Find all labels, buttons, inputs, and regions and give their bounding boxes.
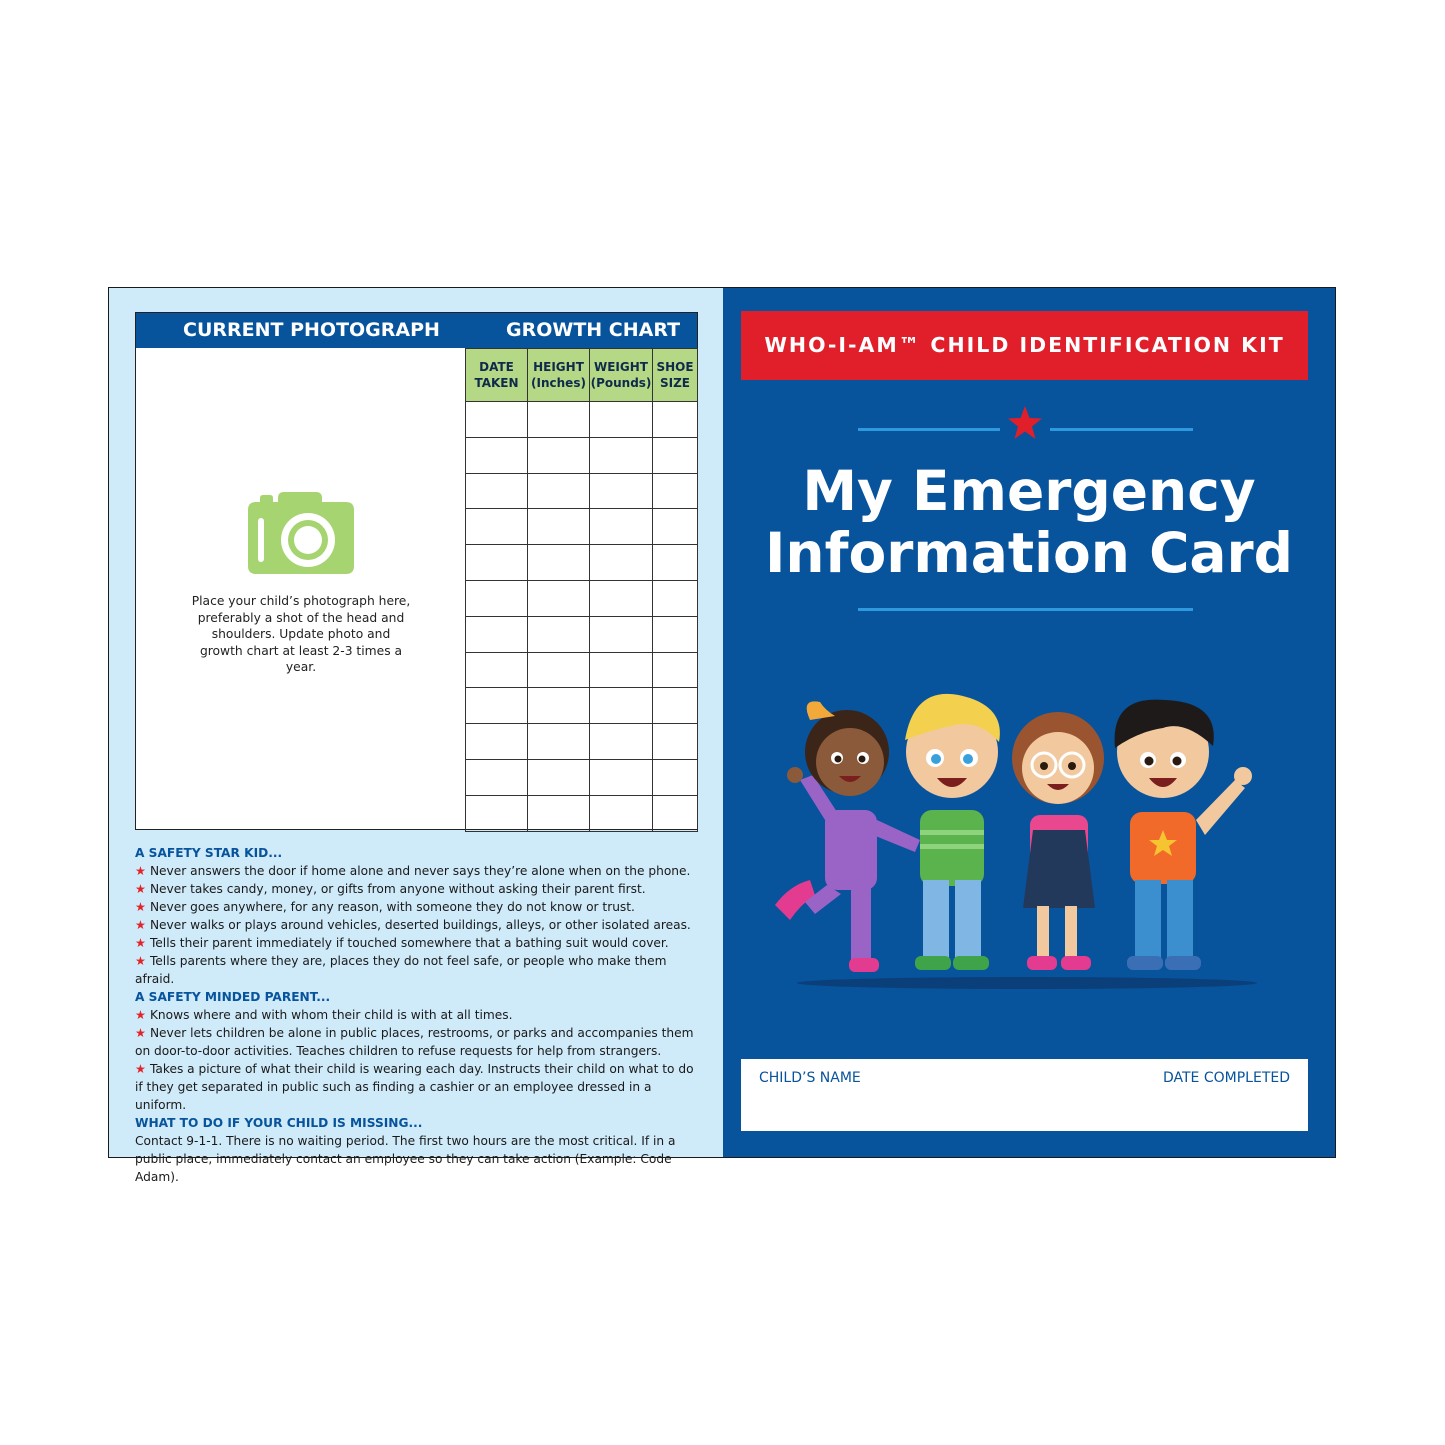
growth-cell[interactable]	[528, 402, 590, 438]
growth-column-line2: TAKEN	[474, 376, 519, 390]
growth-cell[interactable]	[653, 652, 698, 688]
safety-list-item	[135, 1060, 705, 1114]
growth-chart-table	[465, 348, 698, 832]
growth-row	[466, 795, 698, 831]
safety-item-text: Never goes anywhere, for any reason, with someone they do not know or trust.	[149, 900, 635, 914]
growth-row	[466, 688, 698, 724]
kid-4-illustration	[1115, 700, 1252, 970]
growth-cell[interactable]	[653, 759, 698, 795]
growth-chart-body	[466, 402, 698, 832]
growth-row	[466, 473, 698, 509]
safety-list-item	[135, 898, 705, 916]
growth-cell[interactable]	[466, 437, 528, 473]
star-bullet-icon: ★	[135, 882, 146, 896]
growth-cell[interactable]	[466, 402, 528, 438]
growth-cell[interactable]	[653, 688, 698, 724]
growth-cell[interactable]	[653, 545, 698, 581]
photo-growth-header	[136, 313, 697, 348]
growth-header-row	[466, 349, 698, 402]
safety-list-item	[135, 916, 705, 934]
growth-cell[interactable]	[466, 545, 528, 581]
photo-growth-box	[135, 312, 698, 830]
divider-line-bottom	[858, 608, 1193, 611]
growth-cell[interactable]	[590, 509, 653, 545]
safety-item-text: Takes a picture of what their child is wearing each day. Instructs their child on what to do if they get separated in public such as finding a cashier or an employee dressed in a uniform.	[135, 1062, 694, 1112]
safety-item-text: Tells their parent immediately if touched somewhere that a bathing suit would cover.	[149, 936, 669, 950]
growth-column-header	[466, 349, 528, 402]
growth-cell[interactable]	[653, 473, 698, 509]
growth-cell[interactable]	[466, 580, 528, 616]
growth-cell[interactable]	[590, 437, 653, 473]
growth-row	[466, 724, 698, 760]
growth-cell[interactable]	[466, 795, 528, 831]
growth-cell[interactable]	[590, 616, 653, 652]
growth-cell[interactable]	[528, 545, 590, 581]
growth-column-line2: (Inches)	[531, 376, 586, 390]
growth-column-line1: WEIGHT	[594, 360, 648, 374]
growth-cell[interactable]	[590, 402, 653, 438]
growth-cell[interactable]	[653, 580, 698, 616]
star-icon	[1007, 406, 1043, 440]
safety-item-text: Never walks or plays around vehicles, deserted buildings, alleys, or other isolated areas.	[149, 918, 691, 932]
growth-cell[interactable]	[528, 795, 590, 831]
growth-row	[466, 437, 698, 473]
growth-row	[466, 616, 698, 652]
growth-cell[interactable]	[466, 724, 528, 760]
photo-instructions: Place your child’s photograph here, preferably a shot of the head and shoulders. Update photo and growth chart at least 2-3 times a year.	[191, 594, 411, 675]
growth-row	[466, 580, 698, 616]
name-date-box[interactable]	[741, 1059, 1308, 1131]
growth-cell[interactable]	[466, 652, 528, 688]
growth-row	[466, 545, 698, 581]
growth-cell[interactable]	[466, 759, 528, 795]
growth-cell[interactable]	[653, 437, 698, 473]
safety-list-item	[135, 934, 705, 952]
growth-header: GROWTH CHART	[506, 319, 681, 341]
growth-cell[interactable]	[466, 473, 528, 509]
growth-cell[interactable]	[653, 616, 698, 652]
growth-cell[interactable]	[590, 759, 653, 795]
growth-cell[interactable]	[653, 509, 698, 545]
growth-cell[interactable]	[528, 616, 590, 652]
kid-3-illustration	[1012, 712, 1104, 970]
growth-cell[interactable]	[528, 724, 590, 760]
safety-list-item	[135, 1006, 705, 1024]
safety-item-text: Tells parents where they are, places they do not feel safe, or people who make them afraid.	[135, 954, 667, 986]
growth-cell[interactable]	[590, 580, 653, 616]
camera-icon	[246, 488, 356, 578]
growth-cell[interactable]	[466, 509, 528, 545]
growth-column-header	[590, 349, 653, 402]
safety-list-item	[135, 880, 705, 898]
growth-cell[interactable]	[590, 545, 653, 581]
growth-cell[interactable]	[590, 652, 653, 688]
growth-row	[466, 402, 698, 438]
growth-cell[interactable]	[466, 616, 528, 652]
growth-cell[interactable]	[590, 724, 653, 760]
safety-item-text: Never takes candy, money, or gifts from anyone without asking their parent first.	[149, 882, 646, 896]
safety-parent-heading: A SAFETY MINDED PARENT...	[135, 990, 331, 1004]
star-bullet-icon: ★	[135, 1008, 146, 1022]
title-line-2: Information Card	[764, 521, 1294, 585]
growth-column-header	[653, 349, 698, 402]
growth-cell[interactable]	[653, 795, 698, 831]
growth-cell[interactable]	[528, 580, 590, 616]
growth-cell[interactable]	[528, 473, 590, 509]
divider-line-right	[1050, 428, 1193, 431]
growth-cell[interactable]	[528, 759, 590, 795]
growth-cell[interactable]	[528, 509, 590, 545]
star-bullet-icon: ★	[135, 936, 146, 950]
safety-kid-heading: A SAFETY STAR KID...	[135, 846, 283, 860]
kids-illustration	[765, 680, 1290, 1000]
date-completed-label: DATE COMPLETED	[1162, 1070, 1290, 1086]
kit-banner: WHO-I-AM™ CHILD IDENTIFICATION KIT	[741, 311, 1308, 380]
safety-parent-list	[135, 1006, 705, 1114]
safety-item-text: Never lets children be alone in public places, restrooms, or parks and accompanies them on door-to-door activities. Teaches children to refuse requests for help from strangers.	[135, 1026, 694, 1058]
star-bullet-icon: ★	[135, 1062, 146, 1076]
growth-row	[466, 509, 698, 545]
right-panel	[723, 288, 1335, 1157]
safety-item-text: Knows where and with whom their child is with at all times.	[149, 1008, 513, 1022]
kid-2-illustration	[905, 694, 1000, 970]
growth-column-line1: SHOE	[656, 360, 694, 374]
growth-cell[interactable]	[653, 402, 698, 438]
growth-cell[interactable]	[590, 473, 653, 509]
growth-cell[interactable]	[528, 688, 590, 724]
safety-tips	[135, 844, 705, 1186]
growth-cell[interactable]	[653, 724, 698, 760]
photo-header: CURRENT PHOTOGRAPH	[183, 319, 440, 341]
growth-column-header	[528, 349, 590, 402]
title-line-1: My Emergency	[802, 459, 1256, 523]
safety-list-item	[135, 1024, 705, 1060]
growth-row	[466, 759, 698, 795]
safety-list-item	[135, 952, 705, 988]
growth-column-line1: HEIGHT	[533, 360, 584, 374]
safety-list-item	[135, 862, 705, 880]
missing-heading: WHAT TO DO IF YOUR CHILD IS MISSING...	[135, 1116, 423, 1130]
growth-column-line2: SIZE	[659, 376, 690, 390]
missing-text: Contact 9-1-1. There is no waiting period. The first two hours are the most critical. If in a public place, immediately contact an employee so they can take action (Example: Code Adam).	[135, 1134, 676, 1184]
growth-cell[interactable]	[466, 688, 528, 724]
star-bullet-icon: ★	[135, 954, 146, 968]
growth-column-line1: DATE	[479, 360, 514, 374]
safety-kid-list	[135, 862, 705, 988]
safety-item-text: Never answers the door if home alone and never says they’re alone when on the phone.	[149, 864, 691, 878]
growth-cell[interactable]	[528, 652, 590, 688]
child-name-label: CHILD’S NAME	[759, 1070, 861, 1086]
left-panel	[109, 288, 723, 1184]
growth-cell[interactable]	[528, 437, 590, 473]
star-bullet-icon: ★	[135, 1026, 146, 1040]
growth-row	[466, 652, 698, 688]
kid-1-illustration	[775, 701, 920, 972]
star-bullet-icon: ★	[135, 864, 146, 878]
growth-cell[interactable]	[590, 688, 653, 724]
growth-cell[interactable]	[590, 795, 653, 831]
star-bullet-icon: ★	[135, 900, 146, 914]
emergency-card	[108, 287, 1336, 1184]
photo-placeholder	[136, 348, 466, 829]
card-title	[723, 460, 1335, 584]
divider-line-left	[858, 428, 1000, 431]
star-bullet-icon: ★	[135, 918, 146, 932]
growth-column-line2: (Pounds)	[590, 376, 652, 390]
